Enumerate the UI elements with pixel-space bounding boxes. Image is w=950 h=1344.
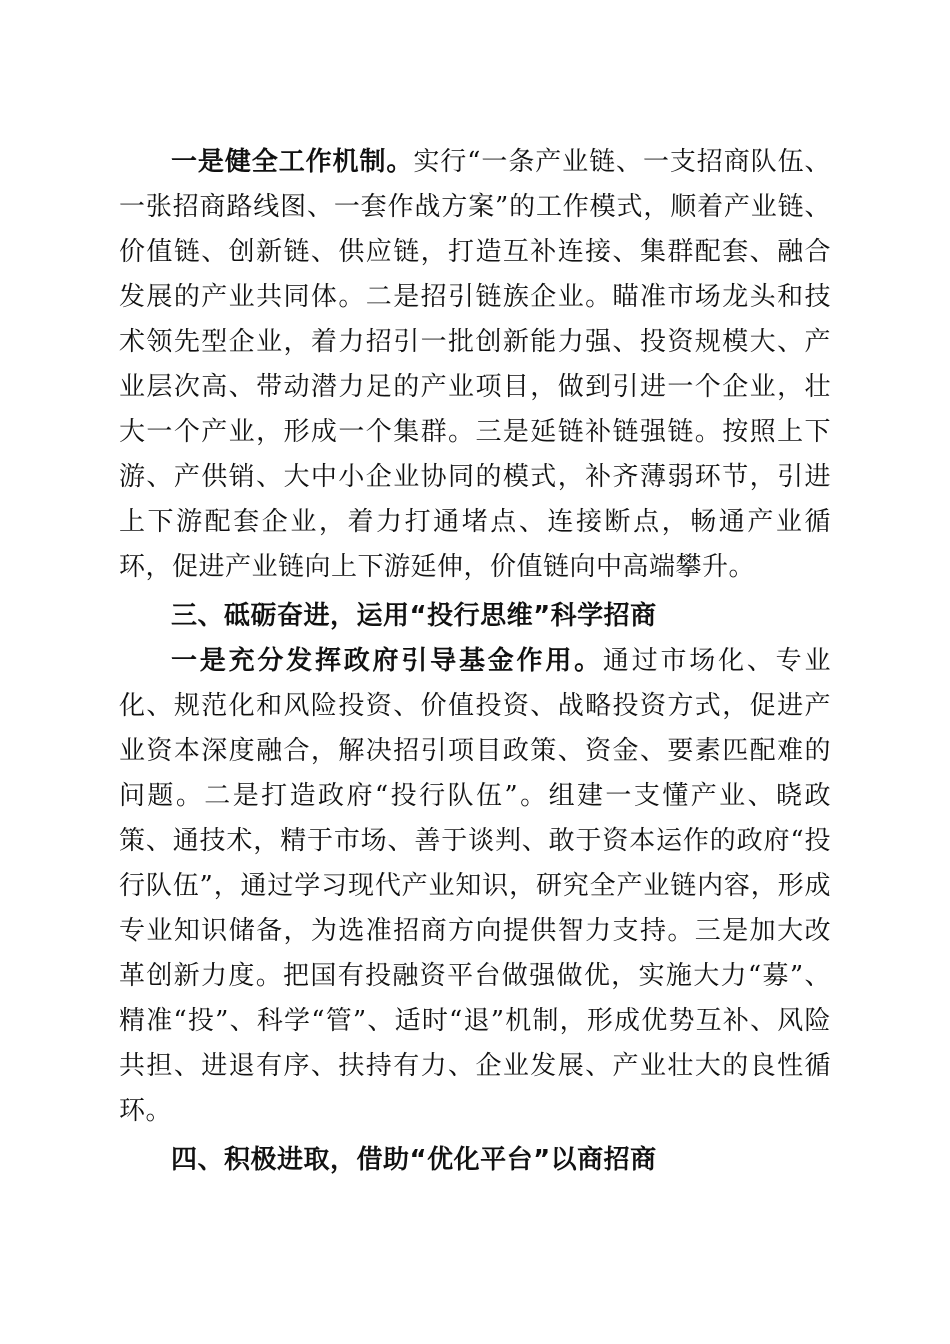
paragraph-guide-fund (119, 639, 831, 1134)
paragraph-text: 实行“一条产业链、一支招商队伍、一张招商路线图、一套作战方案”的工作模式，顺着产业链、价值链、创新链、供应链，打造互补连接、集群配套、融合发展的产业共同体。二是招引链族企业。瞄准市场龙头和技术领先型企业，着力招引一批创新能力强、投资规模大、产业层次高、带动潜力足的产业项目，做到引进一个企业，壮大一个产业，形成一个集群。三是延链补链强链。按照上下游、产供销、大中小企业协同的模式，补齐薄弱环节，引进上下游配套企业，着力打通堵点、连接断点，畅通产业循环，促进产业链向上下游延伸，价值链向中高端攀升。 (119, 147, 831, 582)
document-body (119, 140, 831, 1183)
paragraph-lead: 一是充分发挥政府引导基金作用。 (171, 646, 603, 676)
paragraph-text: 通过市场化、专业化、规范化和风险投资、价值投资、战略投资方式，促进产业资本深度融合，解决招引项目政策、资金、要素匹配难的问题。二是打造政府“投行队伍”。组建一支懂产业、晓政策、通技术，精于市场、善于谈判、敢于资本运作的政府“投行队伍”，通过学习现代产业知识，研究全产业链内容，形成专业知识储备，为选准招商方向提供智力支持。三是加大改革创新力度。把国有投融资平台做强做优，实施大力“募”、精准“投”、科学“管”、适时“退”机制，形成优势互补、风险共担、进退有序、扶持有力、企业发展、产业壮大的良性循环。 (119, 646, 831, 1126)
paragraph-lead: 一是健全工作机制。 (171, 147, 414, 177)
section-heading-3: 三、砥砺奋进，运用“投行思维”科学招商 (171, 601, 657, 631)
paragraph-work-mechanism (119, 140, 831, 590)
section-heading-4: 四、积极进取，借助“优化平台”以商招商 (171, 1145, 657, 1175)
